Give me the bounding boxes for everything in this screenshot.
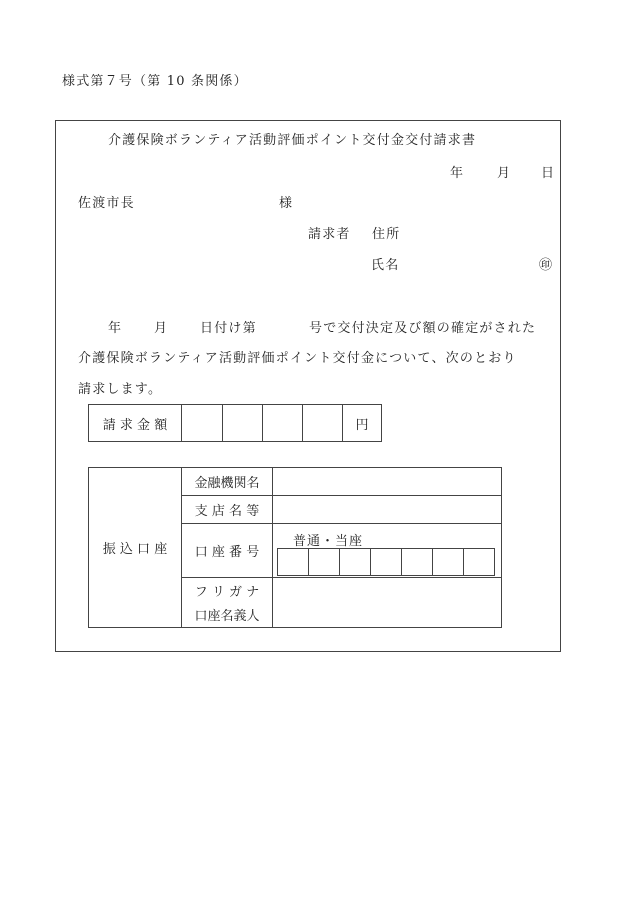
date-year: 年 (450, 166, 465, 181)
body-day-suffix: 日付け第 (200, 321, 257, 336)
body-month: 月 (154, 321, 169, 336)
amount-digit-cell[interactable] (303, 405, 343, 442)
account-group-label: 振 込 口 座 (89, 468, 182, 628)
account-digit-cell[interactable] (464, 549, 495, 576)
bank-name-label: 金融機関名 (182, 468, 273, 496)
amount-unit: 円 (343, 405, 382, 442)
body-year: 年 (108, 321, 123, 336)
account-digit-cell[interactable] (340, 549, 371, 576)
date-day: 日 (541, 166, 556, 181)
account-digit-cell[interactable] (371, 549, 402, 576)
account-holder-field[interactable] (273, 578, 502, 628)
form-number: 様式第７号（第 10 条関係） (62, 74, 248, 89)
requester-label: 請求者 (308, 227, 351, 242)
name-label: 氏名 (371, 258, 400, 273)
amount-label: 請 求 金 額 (89, 405, 182, 442)
account-digit-cell[interactable] (402, 549, 433, 576)
amount-digit-cell[interactable] (223, 405, 263, 442)
account-digit-boxes (277, 548, 495, 576)
account-digit-cell[interactable] (278, 549, 309, 576)
addressee-name: 佐渡市長 (78, 196, 135, 211)
account-digit-cell[interactable] (309, 549, 340, 576)
account-type: 普通・当座 (293, 534, 364, 549)
addressee-honorific: 様 (279, 196, 294, 211)
account-holder-label: 口座名義人 (182, 603, 273, 628)
body-line-2: 介護保険ボランティア活動評価ポイント交付金について、次のとおり (78, 351, 517, 366)
body-line-3: 請求します。 (78, 382, 163, 397)
amount-table (88, 404, 382, 442)
amount-digit-cell[interactable] (182, 405, 223, 442)
branch-field[interactable] (273, 496, 502, 524)
amount-digit-cell[interactable] (263, 405, 303, 442)
date-month: 月 (497, 166, 512, 181)
form-title: 介護保険ボランティア活動評価ポイント交付金交付請求書 (108, 133, 477, 148)
account-digit-cell[interactable] (433, 549, 464, 576)
body-number-suffix: 号で交付決定及び額の確定がされた (309, 321, 537, 336)
branch-label: 支 店 名 等 (182, 496, 273, 524)
bank-name-field[interactable] (273, 468, 502, 496)
address-label: 住所 (372, 227, 401, 242)
account-number-label: 口 座 番 号 (182, 524, 273, 578)
seal-mark: ㊞ (539, 258, 554, 273)
furigana-label: フ リ ガ ナ (182, 578, 273, 603)
